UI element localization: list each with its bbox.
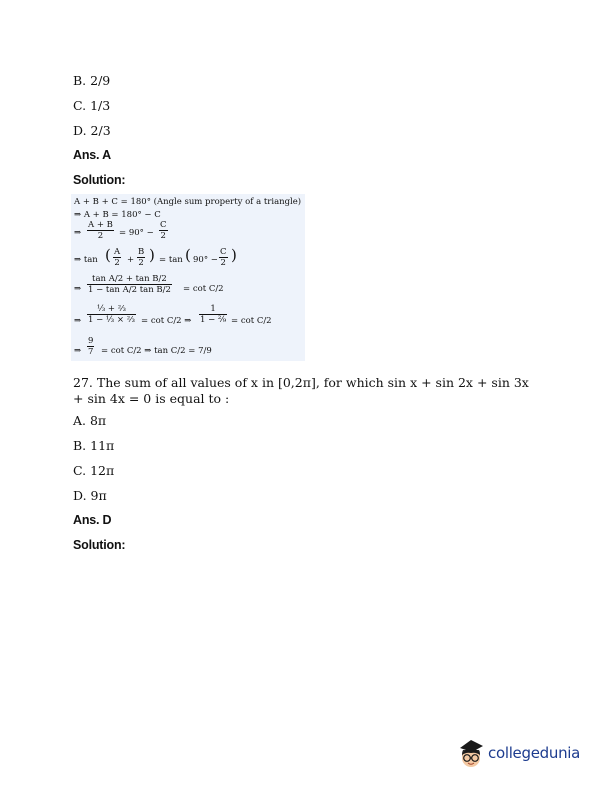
solution-line-3-frac2 [159, 220, 168, 241]
frac-denominator: 2 [97, 231, 104, 241]
frac-numerator: A [114, 247, 121, 257]
solution-line-7-rhs: = cot C/2 ⇒ tan C/2 = 7/9 [101, 346, 212, 356]
paren-open: ( [185, 246, 191, 264]
solution-line-1: A + B + C = 180° (Angle sum property of a triangle) [74, 197, 302, 207]
frac-denominator: 2 [220, 258, 226, 268]
solution-line-3-frac [87, 220, 114, 241]
solution-line-7-arrow: ⇒ [74, 346, 82, 356]
solution-label: Solution: [73, 538, 126, 552]
logo-wordmark: collegedunia [488, 744, 581, 762]
frac-numerator: C [220, 247, 227, 257]
student-mascot-icon [455, 736, 487, 772]
option-b: B. 11π [73, 438, 115, 453]
answer-label: Ans. A [73, 148, 111, 162]
option-c: C. 1/3 [73, 98, 111, 113]
solution-line-3-arrow: ⇒ [74, 228, 82, 238]
plus-sign: + [127, 255, 135, 265]
frac-numerator: ⅓ + ⅔ [96, 304, 126, 314]
solution-line-4-frac-b [137, 247, 145, 268]
solution-line-6-mid: = cot C/2 ⇒ [141, 316, 192, 326]
solution-line-7-frac [87, 336, 94, 357]
solution-label: Solution: [73, 173, 126, 187]
answer-label: Ans. D [73, 513, 112, 527]
frac-denominator: 2 [138, 258, 144, 268]
frac-denominator: 7 [88, 347, 94, 357]
frac-denominator: 1 − tan A/2 tan B/2 [88, 285, 171, 295]
option-c: C. 12π [73, 463, 115, 478]
paren-close: ) [231, 246, 237, 264]
frac-numerator: B [138, 247, 145, 257]
solution-line-6-arrow: ⇒ [74, 316, 82, 326]
option-a: A. 8π [73, 413, 107, 428]
paren-close: ) [149, 246, 155, 264]
option-d: D. 9π [73, 488, 107, 503]
frac-numerator: tan A/2 + tan B/2 [92, 274, 167, 284]
frac-numerator: 1 [210, 304, 216, 314]
question-27-text: 27. The sum of all values of x in [0,2π], for which sin x + sin 2x + sin 3x + sin 4x = 0 is equal to : [73, 375, 529, 406]
frac-denominator: 1 − ²⁄₉ [200, 315, 227, 325]
paren-open: ( [105, 246, 111, 264]
option-b: B. 2/9 [73, 73, 111, 88]
solution-line-4-frac-c [219, 247, 228, 268]
solution-line-6-rhs: = cot C/2 [231, 316, 272, 326]
solution-line-6-frac [87, 304, 136, 325]
solution-image [71, 194, 305, 361]
frac-numerator: C [160, 220, 167, 230]
frac-denominator: 1 − ⅓ × ⅔ [88, 315, 135, 325]
solution-line-5-frac [87, 274, 172, 295]
solution-line-4-pre: ⇒ tan [74, 255, 98, 265]
solution-line-4-right: 90° − [193, 255, 218, 265]
frac-denominator: 2 [114, 258, 120, 268]
solution-line-4-frac-a [113, 247, 121, 268]
frac-numerator: 9 [88, 336, 94, 346]
solution-line-4-mid: = tan [159, 255, 183, 265]
collegedunia-logo [455, 736, 585, 772]
solution-line-5-rhs: = cot C/2 [183, 284, 224, 294]
option-d: D. 2/3 [73, 123, 111, 138]
solution-line-5-arrow: ⇒ [74, 284, 82, 294]
solution-line-6-frac2 [199, 304, 227, 325]
solution-line-2: ⇒ A + B = 180° − C [74, 210, 161, 220]
frac-denominator: 2 [160, 231, 166, 241]
solution-line-3-mid: = 90° − [119, 228, 154, 238]
frac-numerator: A + B [88, 220, 113, 230]
